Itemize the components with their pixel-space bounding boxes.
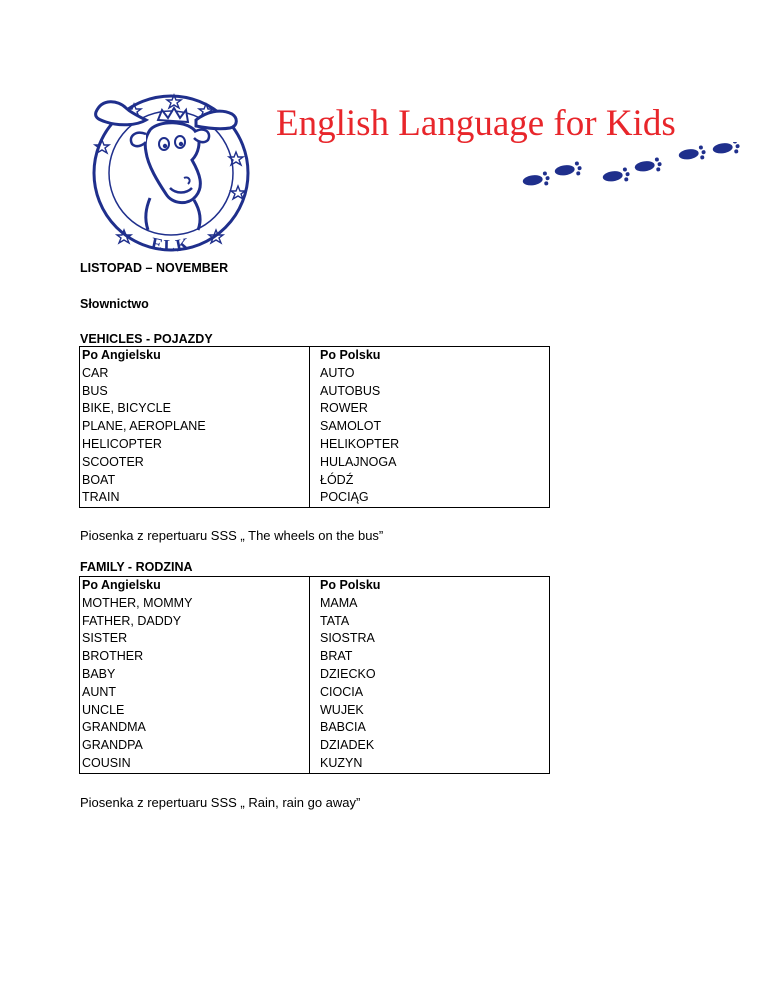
table-row — [80, 630, 550, 648]
english-word: MOTHER, MOMMY — [80, 595, 310, 613]
english-word: BABY — [80, 666, 310, 684]
family-table — [79, 576, 550, 774]
table-row — [80, 737, 550, 755]
table-row — [80, 400, 550, 418]
polish-word: DZIECKO — [320, 666, 376, 681]
english-word: AUNT — [80, 684, 310, 702]
english-word: TRAIN — [80, 489, 310, 507]
polish-word: AUTOBUS — [320, 383, 381, 398]
column-header-english: Po Angielsku — [80, 347, 310, 365]
table-row — [80, 648, 550, 666]
english-word: FATHER, DADDY — [80, 613, 310, 631]
table-header-row — [80, 577, 550, 595]
table-row — [80, 436, 550, 454]
polish-word: BABCIA — [320, 720, 366, 735]
polish-word: POCIĄG — [320, 490, 369, 505]
polish-word: ŁÓDŹ — [320, 472, 354, 487]
polish-word: SIOSTRA — [320, 631, 375, 646]
vehicles-table — [79, 346, 550, 508]
table-row — [80, 719, 550, 737]
english-word: SISTER — [80, 630, 310, 648]
family-title: FAMILY - RODZINA — [80, 560, 193, 574]
english-word: GRANDMA — [80, 719, 310, 737]
english-word: BUS — [80, 383, 310, 401]
table-row — [80, 418, 550, 436]
table-row — [80, 365, 550, 383]
english-word: BROTHER — [80, 648, 310, 666]
polish-word: SAMOLOT — [320, 419, 382, 434]
polish-word: HULAJNOGA — [320, 454, 397, 469]
english-word: BIKE, BICYCLE — [80, 400, 310, 418]
polish-word: HELIKOPTER — [320, 436, 400, 451]
table-row — [80, 383, 550, 401]
polish-word: TATA — [320, 613, 350, 628]
column-header-english: Po Angielsku — [80, 577, 310, 595]
english-word: HELICOPTER — [80, 436, 310, 454]
english-word: SCOOTER — [80, 454, 310, 472]
elk-logo — [88, 90, 254, 256]
vehicles-title: VEHICLES - POJAZDY — [80, 332, 213, 346]
english-word: BOAT — [80, 472, 310, 490]
section-label: Słownictwo — [80, 297, 149, 311]
table-row — [80, 472, 550, 490]
polish-word: KUZYN — [320, 755, 363, 770]
table-row — [80, 613, 550, 631]
table-row — [80, 489, 550, 507]
english-word: COUSIN — [80, 755, 310, 773]
table-row — [80, 684, 550, 702]
table-row — [80, 595, 550, 613]
month-heading: LISTOPAD – NOVEMBER — [80, 261, 229, 275]
english-word: GRANDPA — [80, 737, 310, 755]
brand-title: English Language for Kids — [276, 103, 676, 144]
table-row — [80, 666, 550, 684]
table-row — [80, 755, 550, 773]
table-row — [80, 702, 550, 720]
polish-word: WUJEK — [320, 702, 364, 717]
english-word: UNCLE — [80, 702, 310, 720]
column-header-polish: Po Polsku — [320, 578, 381, 592]
english-word: CAR — [80, 365, 310, 383]
table-header-row — [80, 347, 550, 365]
footprints-decoration — [518, 142, 748, 194]
vehicles-song: Piosenka z repertuaru SSS „ The wheels on the bus” — [80, 528, 384, 543]
logo-text: ELK — [149, 233, 193, 256]
family-song: Piosenka z repertuaru SSS „ Rain, rain go away” — [80, 795, 361, 810]
table-row — [80, 454, 550, 472]
polish-word: DZIADEK — [320, 738, 375, 753]
polish-word: ROWER — [320, 401, 368, 416]
english-word: PLANE, AEROPLANE — [80, 418, 310, 436]
polish-word: MAMA — [320, 595, 358, 610]
polish-word: AUTO — [320, 365, 355, 380]
column-header-polish: Po Polsku — [320, 348, 381, 362]
polish-word: BRAT — [320, 649, 353, 664]
polish-word: CIOCIA — [320, 684, 364, 699]
